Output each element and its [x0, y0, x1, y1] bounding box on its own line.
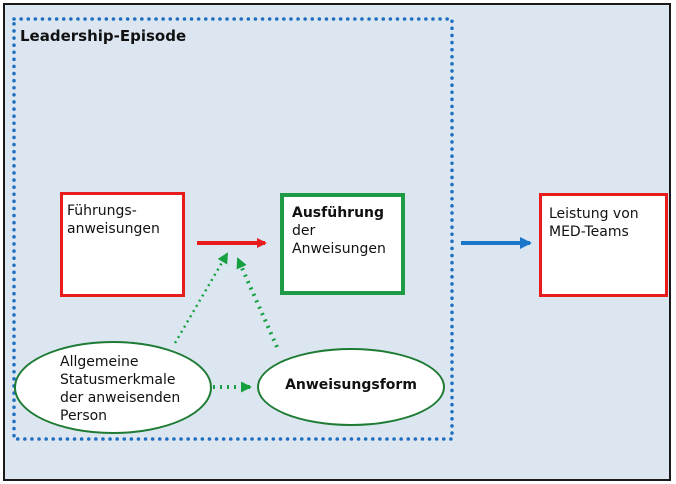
node-ausfuehrung-line-3: Anweisungen	[292, 241, 386, 257]
node-statusmerkmale-line-1: Allgemeine	[60, 354, 139, 370]
node-fuehrungsanweisungen-line-2: anweisungen	[67, 221, 160, 237]
arrow-anweisungsform-to-red-arrow	[238, 259, 277, 347]
node-ausfuehrung-line-1: Ausführung	[292, 205, 385, 221]
node-fuehrungsanweisungen-line-1: Führungs-	[67, 203, 137, 219]
node-statusmerkmale-line-2: Statusmerkmale	[60, 372, 176, 388]
node-statusmerkmale-line-4: Person	[60, 408, 108, 424]
node-leistung-line-2: MED-Teams	[549, 224, 629, 240]
node-ausfuehrung-line-2: der	[292, 223, 316, 239]
node-anweisungsform-label: Anweisungsform	[285, 377, 417, 393]
episode-title: Leadership-Episode	[20, 27, 187, 45]
node-leistung-line-1: Leistung von	[549, 206, 639, 222]
node-statusmerkmale-line-3: der anweisenden	[60, 390, 181, 406]
